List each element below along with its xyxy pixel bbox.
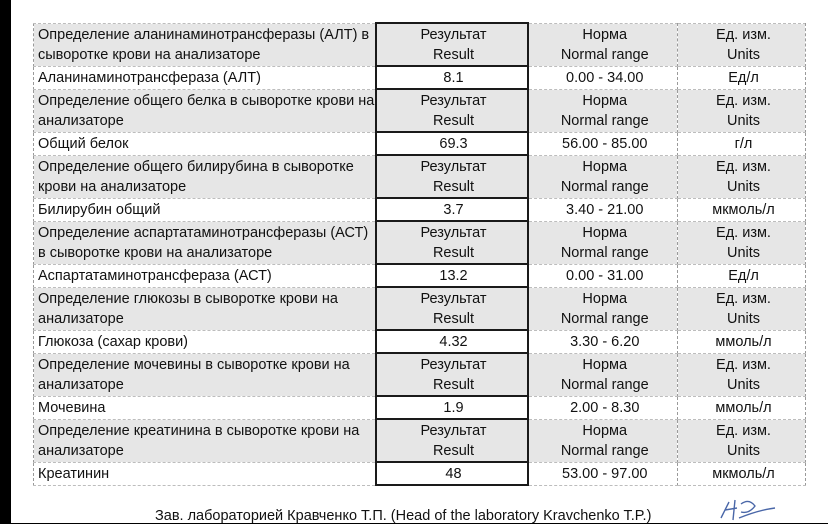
units-header-ru: Ед. изм. xyxy=(716,26,771,43)
norm-header-en: Normal range xyxy=(560,112,649,129)
section-header-row xyxy=(34,287,806,330)
test-units: Ед/л xyxy=(678,66,806,89)
section-title: Определение аспартатаминотрансферазы (АСТ) в сыворотке крови на анализаторе xyxy=(34,221,376,264)
test-normal-range: 0.00 - 34.00 xyxy=(528,66,678,89)
result-column-header xyxy=(376,419,528,462)
norm-header-ru: Норма xyxy=(582,356,628,373)
result-header-ru: Результат xyxy=(420,92,487,109)
units-header-ru: Ед. изм. xyxy=(716,92,771,109)
norm-header-en: Normal range xyxy=(560,310,649,327)
section-title: Определение мочевины в сыворотке крови на анализаторе xyxy=(34,353,376,396)
units-column-header xyxy=(678,419,806,462)
test-name: Аспартатаминотрансфераза (АСТ) xyxy=(34,264,376,287)
section-title: Определение общего белка в сыворотке крови на анализаторе xyxy=(34,89,376,132)
test-normal-range: 3.40 - 21.00 xyxy=(528,198,678,221)
norm-header-ru: Норма xyxy=(582,92,628,109)
norm-column-header xyxy=(528,221,678,264)
test-result-row xyxy=(34,396,806,419)
units-header-ru: Ед. изм. xyxy=(716,290,771,307)
test-result-value: 48 xyxy=(376,462,528,485)
test-units: г/л xyxy=(678,132,806,155)
handwritten-signature xyxy=(715,496,779,524)
units-column-header xyxy=(678,23,806,66)
section-header-row xyxy=(34,353,806,396)
result-header-en: Result xyxy=(432,112,475,129)
section-title: Определение общего билирубина в сыворотке крови на анализаторе xyxy=(34,155,376,198)
norm-header-ru: Норма xyxy=(582,224,628,241)
section-title: Определение креатинина в сыворотке крови на анализаторе xyxy=(34,419,376,462)
test-result-value: 69.3 xyxy=(376,132,528,155)
result-header-ru: Результат xyxy=(420,422,487,439)
section-header-row xyxy=(34,23,806,66)
units-column-header xyxy=(678,155,806,198)
units-column-header xyxy=(678,89,806,132)
test-units: мкмоль/л xyxy=(678,198,806,221)
test-units: ммоль/л xyxy=(678,330,806,353)
report-page xyxy=(11,0,828,523)
result-header-en: Result xyxy=(432,244,475,261)
norm-column-header xyxy=(528,23,678,66)
result-header-ru: Результат xyxy=(420,290,487,307)
test-units: Ед/л xyxy=(678,264,806,287)
result-header-en: Result xyxy=(432,46,475,63)
test-name: Общий белок xyxy=(34,132,376,155)
units-header-en: Units xyxy=(726,244,761,261)
units-column-header xyxy=(678,221,806,264)
result-header-en: Result xyxy=(432,442,475,459)
norm-header-ru: Норма xyxy=(582,26,628,43)
test-result-value: 1.9 xyxy=(376,396,528,419)
norm-header-en: Normal range xyxy=(560,376,649,393)
units-header-ru: Ед. изм. xyxy=(716,422,771,439)
section-header-row xyxy=(34,221,806,264)
norm-column-header xyxy=(528,353,678,396)
units-header-en: Units xyxy=(726,178,761,195)
norm-header-en: Normal range xyxy=(560,442,649,459)
result-header-ru: Результат xyxy=(420,224,487,241)
test-name: Глюкоза (сахар крови) xyxy=(34,330,376,353)
test-normal-range: 0.00 - 31.00 xyxy=(528,264,678,287)
norm-header-ru: Норма xyxy=(582,422,628,439)
units-header-ru: Ед. изм. xyxy=(716,224,771,241)
test-normal-range: 2.00 - 8.30 xyxy=(528,396,678,419)
units-header-ru: Ед. изм. xyxy=(716,356,771,373)
units-header-ru: Ед. изм. xyxy=(716,158,771,175)
test-result-row xyxy=(34,198,806,221)
units-column-header xyxy=(678,353,806,396)
result-column-header xyxy=(376,221,528,264)
result-column-header xyxy=(376,23,528,66)
test-name: Креатинин xyxy=(34,462,376,485)
test-result-row xyxy=(34,132,806,155)
section-title: Определение аланинаминотрансферазы (АЛТ) в сыворотке крови на анализаторе xyxy=(34,23,376,66)
test-result-row xyxy=(34,462,806,485)
result-header-en: Result xyxy=(432,178,475,195)
norm-header-ru: Норма xyxy=(582,290,628,307)
norm-column-header xyxy=(528,287,678,330)
units-header-en: Units xyxy=(726,46,761,63)
section-header-row xyxy=(34,419,806,462)
norm-header-en: Normal range xyxy=(560,46,649,63)
head-of-lab-signature-line: Зав. лабораторией Кравченко Т.П. (Head of the laboratory Kravchenko T.P.) xyxy=(155,508,652,524)
test-units: ммоль/л xyxy=(678,396,806,419)
units-header-en: Units xyxy=(726,112,761,129)
units-header-en: Units xyxy=(726,442,761,459)
units-header-en: Units xyxy=(726,310,761,327)
test-name: Мочевина xyxy=(34,396,376,419)
section-header-row xyxy=(34,155,806,198)
section-header-row xyxy=(34,89,806,132)
test-result-value: 8.1 xyxy=(376,66,528,89)
test-result-row xyxy=(34,264,806,287)
test-result-row xyxy=(34,66,806,89)
result-header-en: Result xyxy=(432,310,475,327)
test-result-row xyxy=(34,330,806,353)
result-column-header xyxy=(376,287,528,330)
result-column-header xyxy=(376,353,528,396)
test-result-value: 13.2 xyxy=(376,264,528,287)
test-name: Аланинаминотрансфераза (АЛТ) xyxy=(34,66,376,89)
test-name: Билирубин общий xyxy=(34,198,376,221)
result-column-header xyxy=(376,155,528,198)
test-normal-range: 56.00 - 85.00 xyxy=(528,132,678,155)
result-column-header xyxy=(376,89,528,132)
results-table xyxy=(33,22,806,486)
norm-column-header xyxy=(528,155,678,198)
test-normal-range: 53.00 - 97.00 xyxy=(528,462,678,485)
result-header-ru: Результат xyxy=(420,356,487,373)
section-title: Определение глюкозы в сыворотке крови на анализаторе xyxy=(34,287,376,330)
units-header-en: Units xyxy=(726,376,761,393)
test-normal-range: 3.30 - 6.20 xyxy=(528,330,678,353)
norm-column-header xyxy=(528,89,678,132)
test-units: мкмоль/л xyxy=(678,462,806,485)
norm-column-header xyxy=(528,419,678,462)
result-header-ru: Результат xyxy=(420,26,487,43)
result-header-ru: Результат xyxy=(420,158,487,175)
test-result-value: 3.7 xyxy=(376,198,528,221)
test-result-value: 4.32 xyxy=(376,330,528,353)
results-table-body xyxy=(34,23,806,485)
result-header-en: Result xyxy=(432,376,475,393)
norm-header-en: Normal range xyxy=(560,178,649,195)
norm-header-ru: Норма xyxy=(582,158,628,175)
units-column-header xyxy=(678,287,806,330)
norm-header-en: Normal range xyxy=(560,244,649,261)
